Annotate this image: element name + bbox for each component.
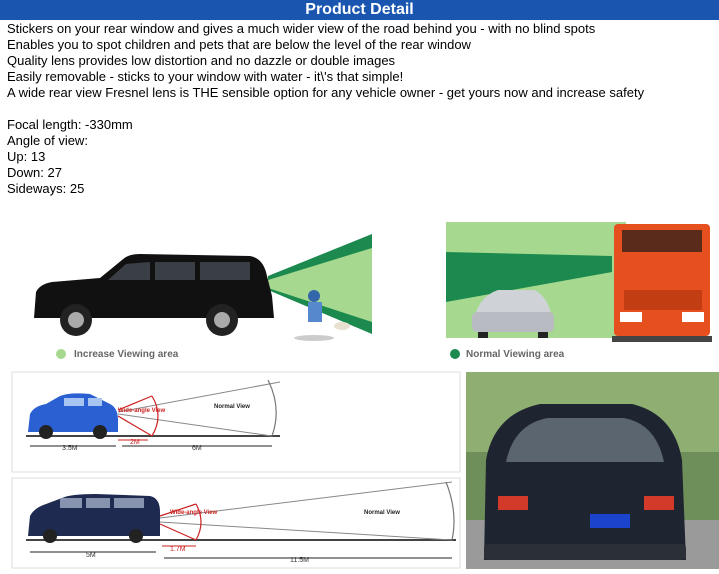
dark-green-dot-icon — [450, 349, 460, 359]
spec-down: Down: 27 — [7, 165, 62, 180]
feature-line: Enables you to spot children and pets that are below the level of the rear window — [7, 37, 471, 52]
dimension-label: 2M — [130, 439, 140, 446]
product-illustration — [0, 200, 719, 569]
feature-line: Stickers on your rear window and gives a much wider view of the road behind you - with no blind spots — [7, 21, 596, 36]
dimension-label: 6M — [192, 445, 202, 452]
truck-normal-view-illustration — [446, 222, 712, 359]
van-view-diagram — [12, 478, 460, 568]
spec-up: Up: 13 — [7, 149, 46, 164]
increase-viewing-area-label: Increase Viewing area — [74, 349, 179, 360]
normal-view-label: Normal View — [214, 404, 250, 410]
product-detail-header: Product Detail — [0, 0, 719, 20]
dimension-label: 3.5M — [62, 445, 78, 452]
product-description — [7, 21, 644, 197]
normal-view-label: Normal View — [364, 510, 400, 516]
feature-line: Quality lens provides low distortion and no dazzle or double images — [7, 53, 396, 68]
light-green-dot-icon — [56, 349, 66, 359]
feature-line: A wide rear view Fresnel lens is THE sensible option for any vehicle owner - get yours now and increase safety — [7, 85, 645, 100]
spec-sideways: Sideways: 25 — [7, 181, 85, 196]
spec-angle-heading: Angle of view: — [7, 133, 88, 148]
dimension-label: 11.5M — [290, 557, 309, 564]
normal-viewing-area-label: Normal Viewing area — [466, 349, 565, 360]
suv-wide-view-illustration — [20, 214, 375, 359]
small-car-view-diagram — [12, 372, 460, 472]
van-rear-photo — [466, 372, 719, 569]
spec-focal-length: Focal length: -330mm — [7, 117, 133, 132]
wide-angle-view-label: Wide-angle View — [118, 408, 166, 414]
feature-line: Easily removable - sticks to your window with water - it\'s that simple! — [7, 69, 404, 84]
dimension-label: 1.7M — [170, 546, 186, 553]
dimension-label: 5M — [86, 552, 96, 559]
wide-angle-view-label: Wide-angle View — [170, 510, 218, 516]
